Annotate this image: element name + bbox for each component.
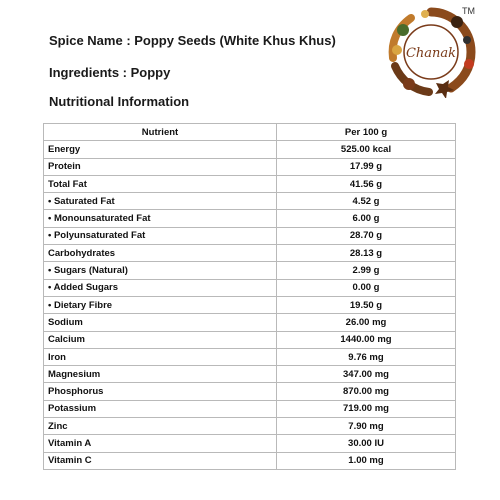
nutrition-table [43, 123, 456, 470]
nutrient-value: 0.00 g [277, 279, 456, 296]
table-row [44, 141, 456, 158]
table-row [44, 435, 456, 452]
brand-logo-text: Chanak [405, 46, 457, 61]
nutrient-name: Calcium [44, 331, 277, 348]
nutrient-name: Potassium [44, 400, 277, 417]
nutrient-value: 347.00 mg [277, 366, 456, 383]
nutrient-name: Iron [44, 348, 277, 365]
sub-nutrient-cell [44, 227, 277, 244]
nutrient-value: 41.56 g [277, 175, 456, 192]
nutrient-name: Vitamin A [44, 435, 277, 452]
table-row [44, 452, 456, 469]
nutrient-name: Vitamin C [44, 452, 277, 469]
nutrient-name: • Sugars (Natural) [48, 265, 128, 276]
table-row [44, 418, 456, 435]
nutrient-value: 28.70 g [277, 227, 456, 244]
nutrient-value: 4.52 g [277, 193, 456, 210]
table-row [44, 193, 456, 210]
nutrient-value: 6.00 g [277, 210, 456, 227]
nutrient-name: Protein [44, 158, 277, 175]
table-row [44, 366, 456, 383]
sub-nutrient-cell [44, 262, 277, 279]
column-header-nutrient: Nutrient [44, 124, 277, 141]
nutrient-name: Carbohydrates [44, 245, 277, 262]
nutrient-name: • Saturated Fat [48, 196, 115, 207]
sub-nutrient-cell [44, 296, 277, 313]
table-row [44, 383, 456, 400]
nutrient-value: 719.00 mg [277, 400, 456, 417]
table-row [44, 331, 456, 348]
table-row [44, 245, 456, 262]
ingredients-heading: Ingredients : Poppy [49, 65, 171, 80]
table-row [44, 279, 456, 296]
nutrient-name: • Monounsaturated Fat [48, 213, 151, 224]
nutrient-name: Total Fat [44, 175, 277, 192]
table-header-row [44, 124, 456, 141]
nutrient-name: Zinc [44, 418, 277, 435]
nutrient-value: 17.99 g [277, 158, 456, 175]
nutrient-name: Sodium [44, 314, 277, 331]
nutrient-name: • Polyunsaturated Fat [48, 230, 145, 241]
nutrition-title: Nutritional Information [49, 94, 190, 109]
table-row [44, 175, 456, 192]
nutrient-name: Phosphorus [44, 383, 277, 400]
table-row [44, 158, 456, 175]
nutrient-value: 1440.00 mg [277, 331, 456, 348]
nutrient-value: 2.99 g [277, 262, 456, 279]
nutrient-name: Energy [44, 141, 277, 158]
nutrient-name: • Dietary Fibre [48, 300, 112, 311]
table-row [44, 348, 456, 365]
sub-nutrient-cell [44, 193, 277, 210]
spice-name-heading: Spice Name : Poppy Seeds (White Khus Khus) [49, 33, 336, 48]
nutrient-value: 19.50 g [277, 296, 456, 313]
table-row [44, 314, 456, 331]
column-header-per-100g: Per 100 g [277, 124, 456, 141]
sub-nutrient-cell [44, 279, 277, 296]
nutrient-value: 28.13 g [277, 245, 456, 262]
nutrient-name: • Added Sugars [48, 282, 118, 293]
nutrient-value: 9.76 mg [277, 348, 456, 365]
table-row [44, 400, 456, 417]
trademark-symbol: TM [462, 6, 475, 16]
brand-logo [385, 6, 477, 98]
nutrient-value: 525.00 kcal [277, 141, 456, 158]
table-row [44, 262, 456, 279]
nutrient-value: 30.00 IU [277, 435, 456, 452]
nutrient-value: 7.90 mg [277, 418, 456, 435]
nutrient-value: 26.00 mg [277, 314, 456, 331]
sub-nutrient-cell [44, 210, 277, 227]
nutrient-name: Magnesium [44, 366, 277, 383]
nutrient-value: 870.00 mg [277, 383, 456, 400]
table-row [44, 296, 456, 313]
nutrient-value: 1.00 mg [277, 452, 456, 469]
table-row [44, 210, 456, 227]
table-row [44, 227, 456, 244]
